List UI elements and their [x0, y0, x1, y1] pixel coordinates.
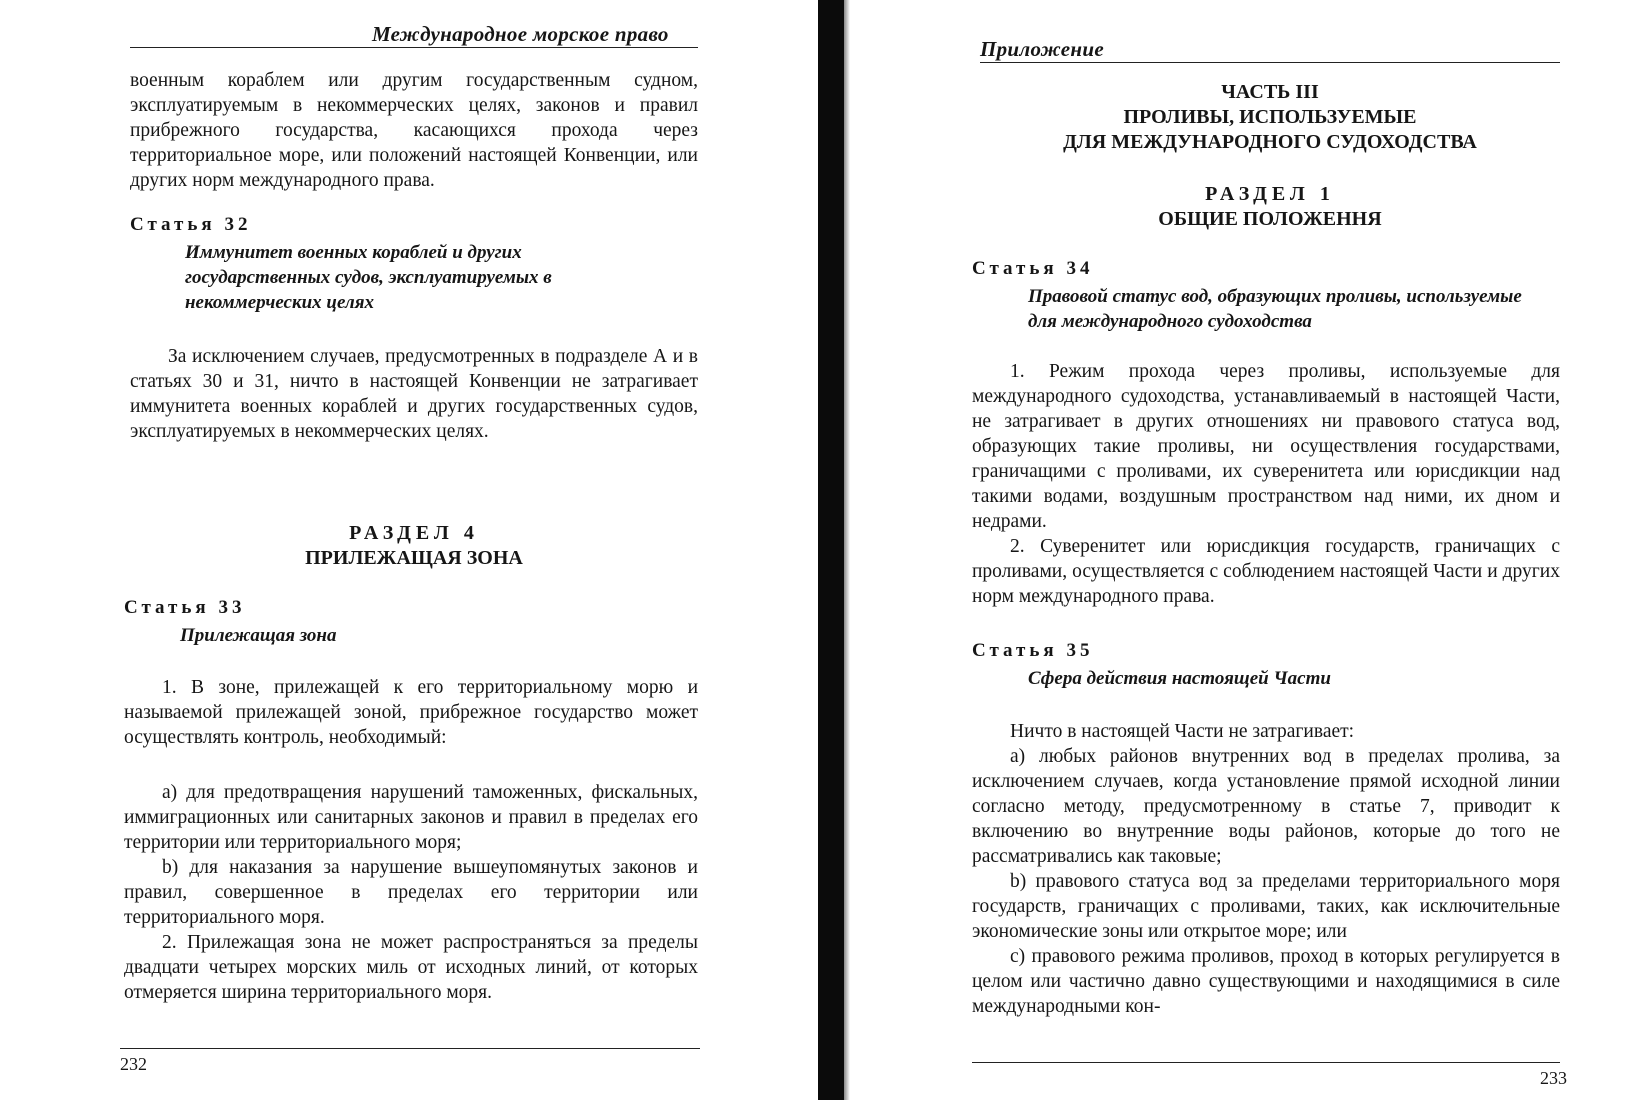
section-4-title: ПРИЛЕЖАЩАЯ ЗОНА: [305, 547, 523, 569]
article-33-items: [124, 780, 698, 1005]
continuation-paragraph: военным кораблем или другим государственным судном, эксплуатируемым в некоммерческих целях, законов и правил прибрежного государства, касающихся прохода через территориальное море, или положений настоящей Конвенции, или других норм международного права.: [130, 70, 698, 191]
article-34-p2: 2. Суверенитет или юрисдикция государств, граничащих с проливами, осуществляется с соблюдением настоящей Части и других норм международного права.: [972, 536, 1560, 607]
article-33-label: Статья 33: [124, 597, 246, 618]
article-33-item-a: a) для предотвращения нарушений таможенных, фискальных, иммиграционных или санитарных законов и правил в пределах его территории или территориального моря;: [124, 782, 698, 853]
article-34-label: Статья 34: [972, 258, 1094, 279]
left-page: [0, 0, 820, 1100]
section-1-number: РАЗДЕЛ 1: [1205, 183, 1335, 205]
article-35-item-c: c) правового режима проливов, проход в которых регулируется в целом или частично давно существующими и находящимися в силе международными кон-: [972, 946, 1560, 1017]
article-33-p1: 1. В зоне, прилежащей к его территориальному морю и называемой прилежащей зоной, прибрежное государство может осуществлять контроль, необходимый:: [124, 677, 698, 748]
article-33-item-b: b) для наказания за нарушение вышеупомянутых законов и правил, совершенное в пределах его территории или территориального моря.: [124, 857, 698, 928]
article-33-title: Прилежащая зона: [180, 625, 337, 646]
article-32-label: Статья 32: [130, 214, 252, 235]
article-32-title: Иммунитет военных кораблей и других государственных судов, эксплуатируемых в некоммерческих целях: [185, 242, 552, 313]
article-35-item-a: a) любых районов внутренних вод в пределах пролива, за исключением случаев, когда установление прямой исходной линии согласно методу, предусмотренному в статье 7, приводит к включению во внутренние воды районов, которые до того не рассматривались как таковые;: [972, 746, 1560, 867]
page-number-right: 233: [1540, 1068, 1567, 1088]
part-3-line2: ПРОЛИВЫ, ИСПОЛЬЗУЕМЫЕ: [1123, 106, 1417, 128]
article-34-text: [972, 359, 1560, 609]
header-rule-right: [980, 62, 1560, 63]
page-number-left: 232: [120, 1054, 147, 1074]
running-head-left: Международное морское право: [372, 22, 669, 46]
article-34-title: Правовой статус вод, образующих проливы, используемые для международного судоходства: [1028, 286, 1522, 332]
article-35-title: Сфера действия настоящей Части: [1028, 668, 1331, 689]
section-4-number: РАЗДЕЛ 4: [349, 522, 479, 544]
article-35-item-b: b) правового статуса вод за пределами территориального моря государств, граничащих с проливами, таких, как исключительные экономические зоны или открытое море; или: [972, 871, 1560, 942]
footer-rule-right: [972, 1062, 1560, 1063]
article-33-p2: 2. Прилежащая зона не может распространяться за пределы двадцати четырех морских миль от исходных линий, от которых отмеряется ширина территориального моря.: [124, 932, 698, 1003]
article-35-label: Статья 35: [972, 640, 1094, 661]
header-rule-left: [130, 47, 698, 48]
footer-rule-left: [120, 1048, 700, 1049]
running-head-right: Приложение: [980, 37, 1104, 61]
part-3-line3: ДЛЯ МЕЖДУНАРОДНОГО СУДОХОДСТВА: [1063, 131, 1477, 153]
right-page: [850, 0, 1646, 1100]
section-1-title: ОБЩИЕ ПОЛОЖЕННЯ: [1158, 208, 1382, 230]
article-35-text: [972, 719, 1560, 1019]
article-34-p1: 1. Режим прохода через проливы, используемые для международного судоходства, устанавливаемый в настоящей Части, не затрагивает в других отношениях ни правового статуса вод, образующих такие проливы, ни осуществления государствами, граничащими с проливами, их суверенитета или юрисдикции над такими водами, воздушным пространством над ними, их дном и недрами.: [972, 361, 1560, 532]
article-32-text: За исключением случаев, предусмотренных в подразделе А и в статьях 30 и 31, ничто в настоящей Конвенции не затрагивает иммунитета военных кораблей и других государственных судов, эксплуатируемых в некоммерческих целях.: [130, 346, 698, 442]
article-35-intro: Ничто в настоящей Части не затрагивает:: [1010, 721, 1355, 742]
part-3-line1: ЧАСТЬ III: [1221, 81, 1319, 103]
book-spine: [818, 0, 844, 1100]
